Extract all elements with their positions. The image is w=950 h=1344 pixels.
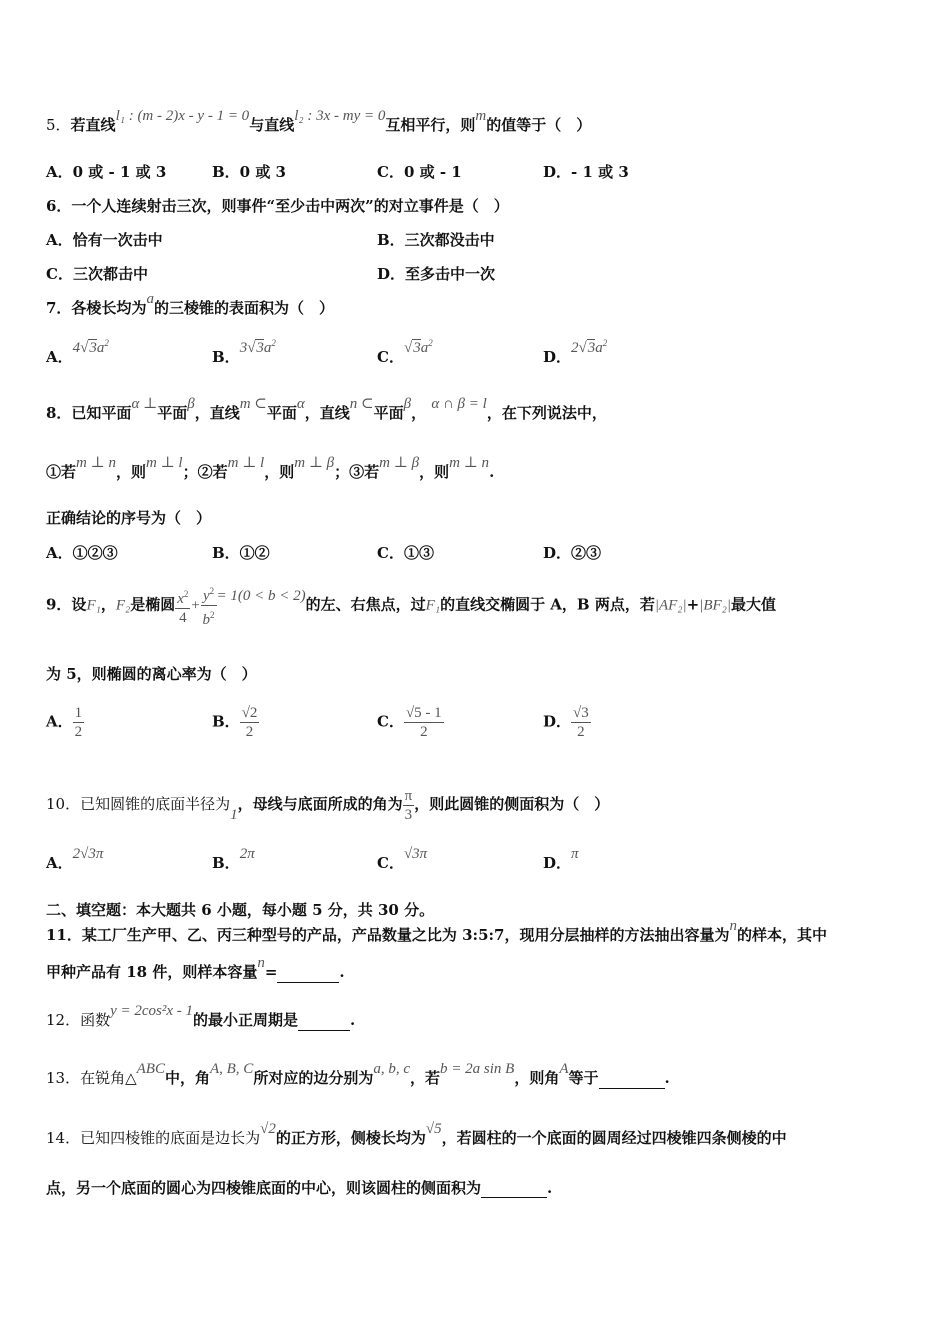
q10-option-b[interactable]: B．2π [212,846,255,872]
q5-option-b[interactable]: B．0 或 3 [212,163,286,181]
q8-line-2: ①若m ⊥ n，则m ⊥ l；②若m ⊥ l，则m ⊥ β；③若m ⊥ β，则m ⊥ n. [46,455,495,481]
q6-option-c[interactable]: C．三次都击中 [46,265,148,283]
q8-option-c[interactable]: C．①③ [377,544,434,562]
answer-blank[interactable] [481,1183,547,1198]
q8-option-b[interactable]: B．①② [212,544,270,562]
q9-option-b[interactable]: B． $\frac{√2}{2}$ [212,705,258,740]
q5-option-d[interactable]: D．- 1 或 3 [543,163,629,181]
q5-line: 5．若直线l₁ : (m - 2)x - y - 1 = 0与直线l₂ : 3x - my = 0互相平行，则m的值等于（ ） [46,108,592,134]
line-l2-equation: l₂ : 3x - my = 0 [294,108,386,124]
q7-option-d[interactable]: D．$2√3a^2$ [543,338,608,366]
q6-option-d[interactable]: D．至多击中一次 [377,265,496,283]
q14-line-2: 点，另一个底面的圆心为四棱锥底面的中心，则该圆柱的侧面积为 . [46,1179,553,1197]
q13-line: 13．在锐角△ABC中，角A, B, C所对应的边分别为a, b, c，若b = 2a sin B，则角A等于 . [46,1061,670,1087]
line-l1-equation: l₁ : (m - 2)x - y - 1 = 0 [115,108,250,124]
q7-option-c[interactable]: C．$√3a^2$ [377,338,433,366]
q5-option-c[interactable]: C．0 或 - 1 [377,163,462,181]
q6-text: 6．一个人连续射击三次，则事件“至少击中两次”的对立事件是（ ） [46,197,509,215]
q5-option-a[interactable]: A．0 或 - 1 或 3 [46,163,167,181]
q5-number: 5． [46,116,71,134]
ellipse-y-term: $\frac{y^2}{b^2}$ [201,582,217,629]
q9-option-a[interactable]: A． $\frac{1}{2}$ [46,705,83,740]
answer-blank[interactable] [599,1074,665,1089]
q10-option-c[interactable]: C．√3π [377,846,428,872]
q6-option-b[interactable]: B．三次都没击中 [377,231,495,249]
q8-line-3: 正确结论的序号为（ ） [46,509,212,527]
q7-option-b[interactable]: B．$3√3a^2$ [212,338,276,366]
q14-line-1: 14．已知四棱锥的底面是边长为√2的正方形，侧棱长均为√5，若圆柱的一个底面的圆周经过四棱锥四条侧棱的中 [46,1121,787,1147]
q10-option-d[interactable]: D．π [543,846,579,872]
ellipse-x-term: $\frac{x^2}{4}$ [175,585,190,627]
q7-option-a[interactable]: A．$4√3a^2$ [46,338,109,366]
answer-blank[interactable] [298,1016,350,1031]
q9-line-1: 9．设F₁，F₂是椭圆 $\frac{x^2}{4}$ + $\frac{y^2}{b^2}$ = 1(0 < b < 2)的左、右焦点，过F₁的直线交椭圆于 A，B 两点，若|AF₂|+|BF₂|最大值 [46,582,776,629]
q8-option-a[interactable]: A．①②③ [46,544,118,562]
q11-line-2: 甲种产品有 18 件，则样本容量n= . [46,955,345,981]
q10-option-a[interactable]: A．2√3π [46,846,104,872]
q6-option-a[interactable]: A．恰有一次击中 [46,231,163,249]
q7-line: 7．各棱长均为a的三棱锥的表面积为（ ） [46,291,334,317]
q9-option-d[interactable]: D． $\frac{√3}{2}$ [543,705,589,740]
q12-line: 12．函数y = 2cos²x - 1的最小正周期是 . [46,1003,356,1029]
q9-option-c[interactable]: C． $\frac{√5 - 1}{2}$ [377,705,442,740]
q9-line-2: 为 5，则椭圆的离心率为（ ） [46,665,257,683]
section-2-heading: 二、填空题：本大题共 6 小题，每小题 5 分，共 30 分。 [46,901,435,919]
q8-line-1: 8．已知平面α ⊥平面β，直线m ⊂平面α，直线n ⊂平面β， α ∩ β = l，在下列说法中， [46,396,607,422]
q10-line: 10．已知圆锥的底面半径为1，母线与底面所成的角为 $\frac{\pi}{3}$ ，则此圆锥的侧面积为（ ） [46,787,610,823]
q11-line-1: 11．某工厂生产甲、乙、丙三种型号的产品，产品数量之比为 3:5:7，现用分层抽样的方法抽出容量为n的样本，其中 [46,918,828,944]
q8-option-d[interactable]: D．②③ [543,544,602,562]
answer-blank[interactable] [277,968,339,983]
